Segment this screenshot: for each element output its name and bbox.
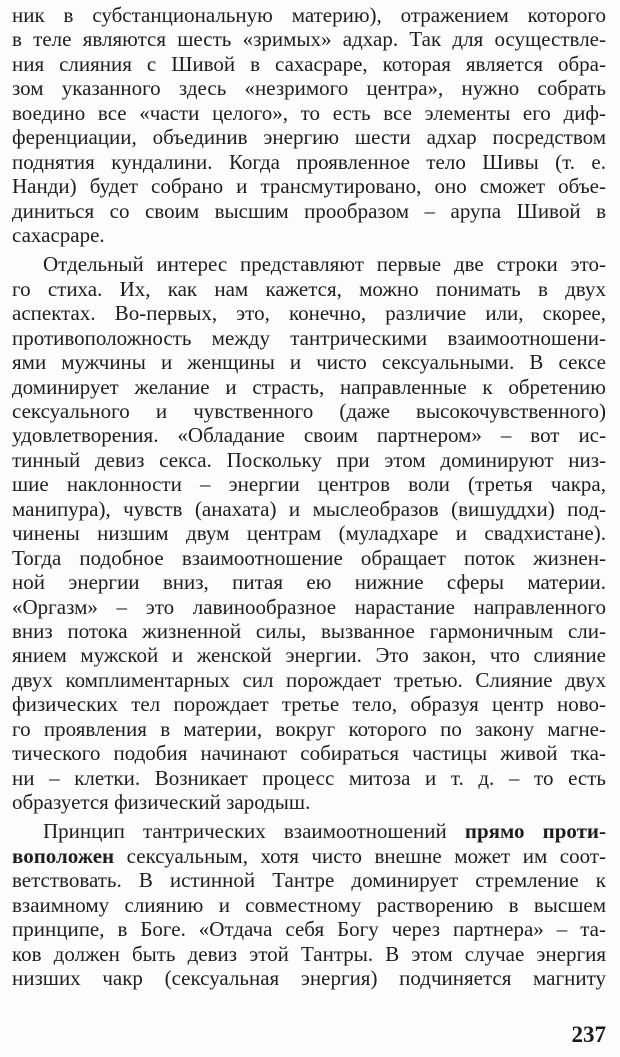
text-line: низших чакр (сексуальная энергия) подчиняется магниту bbox=[12, 966, 606, 991]
text-line: ни – клетки. Возникает процесс митоза и т. д. – то есть bbox=[12, 765, 606, 790]
text-line: сахасраре. bbox=[12, 222, 105, 247]
text-line: чинены низшим двум центрам (муладхаре и свадхистане). bbox=[12, 521, 606, 546]
text-line: двух комплиментарных сил порождает третью. Слияние двух bbox=[12, 667, 606, 692]
text-line: ветствовать. В истинной Тантре доминирует стремление к bbox=[12, 868, 606, 893]
text-line: манипура), чувств (анахата) и мыслеобразов (вишуддхи) под- bbox=[12, 496, 606, 521]
text-line: Нанди) будет собрано и трансмутировано, оно сможет объе- bbox=[12, 174, 606, 199]
text-line: аспектах. Во-первых, это, конечно, различие или, скорее, bbox=[12, 301, 606, 326]
text-line: доминирует желание и страсть, направленные к обретению bbox=[12, 374, 606, 399]
text-line: го стиха. Их, как нам кажется, можно понимать в двух bbox=[12, 276, 606, 301]
paragraph-3 bbox=[12, 819, 606, 990]
text-line bbox=[12, 844, 606, 868]
text-line: поднятия кундалини. Когда проявленное тело Шивы (т. е. bbox=[12, 149, 606, 174]
text-line: сексуального и чувственного (даже высокочувственного) bbox=[12, 399, 606, 423]
text-line: ями мужчины и женщины и чисто сексуальными. В сексе bbox=[12, 350, 606, 375]
emphasis-text: прямо проти- bbox=[464, 819, 607, 844]
page-number: 237 bbox=[571, 1022, 606, 1047]
text-line: тинный девиз секса. Поскольку при этом доминируют низ- bbox=[12, 447, 606, 472]
paragraph-2 bbox=[12, 252, 606, 814]
text-line: Тогда подобное взаимоотношение обращает поток жизнен- bbox=[12, 545, 606, 570]
text-line: го проявления в материи, вокруг которого по закону магне- bbox=[12, 716, 606, 741]
text-line: в теле являются шесть «зримых» адхар. Так для осуществле- bbox=[12, 27, 606, 52]
text-line: диниться со своим высшим прообразом – арупа Шивой в bbox=[12, 198, 606, 223]
text-line: ной энергии вниз, питая ею нижние сферы материи. bbox=[12, 570, 606, 595]
text-line: ния слияния с Шивой в сахасраре, которая является обра- bbox=[12, 51, 606, 76]
text-line: физических тел порождает третье тело, образуя центр ново- bbox=[12, 692, 606, 717]
text-line: зом указанного здесь «незримого центра», нужно собрать bbox=[12, 76, 606, 101]
text-line: янием мужской и женской энергии. Это закон, что слияние bbox=[12, 643, 606, 668]
text-line: шие наклонности – энергии центров воли (третья чакра, bbox=[12, 472, 606, 497]
text-line: удовлетворения. «Обладание своим партнером» – вот ис- bbox=[12, 423, 606, 448]
text-line: противоположность между тантрическими взаимоотношени- bbox=[12, 325, 606, 350]
text-line: Отдельный интерес представляют первые две строки это- bbox=[43, 252, 606, 277]
text-run: сексуальным, хотя чисто внешне может им соот- bbox=[114, 843, 606, 868]
text-line: образуется физический зародыш. bbox=[12, 790, 311, 814]
emphasis-text: воположен bbox=[12, 843, 115, 868]
text-line bbox=[12, 819, 606, 843]
text-line: тического подобия начинают собираться частицы живой тка- bbox=[12, 741, 606, 766]
page-body bbox=[12, 3, 606, 991]
text-line: принципе, в Боге. «Отдача себя Богу через партнера» – та- bbox=[12, 917, 606, 942]
text-line: вниз потока жизненной силы, вызванное гармоничным сли- bbox=[12, 618, 606, 643]
text-line: воедино все «части целого», то есть все элементы его диф- bbox=[12, 100, 606, 125]
text-line: ференциации, объединив энергию шести адхар посредством bbox=[12, 125, 606, 150]
text-line: ник в субстанциональную материю), отражением которого bbox=[12, 3, 606, 27]
text-line: взаимному слиянию и совместному растворению в высшем bbox=[12, 892, 606, 917]
text-line: «Оргазм» – это лавинообразное нарастание направленного bbox=[12, 594, 606, 619]
text-run: Принцип тантрических взаимоотношений bbox=[43, 819, 465, 844]
paragraph-1 bbox=[12, 3, 606, 247]
text-line: ков должен быть девиз этой Тантры. В этом случае энергия bbox=[12, 941, 606, 966]
